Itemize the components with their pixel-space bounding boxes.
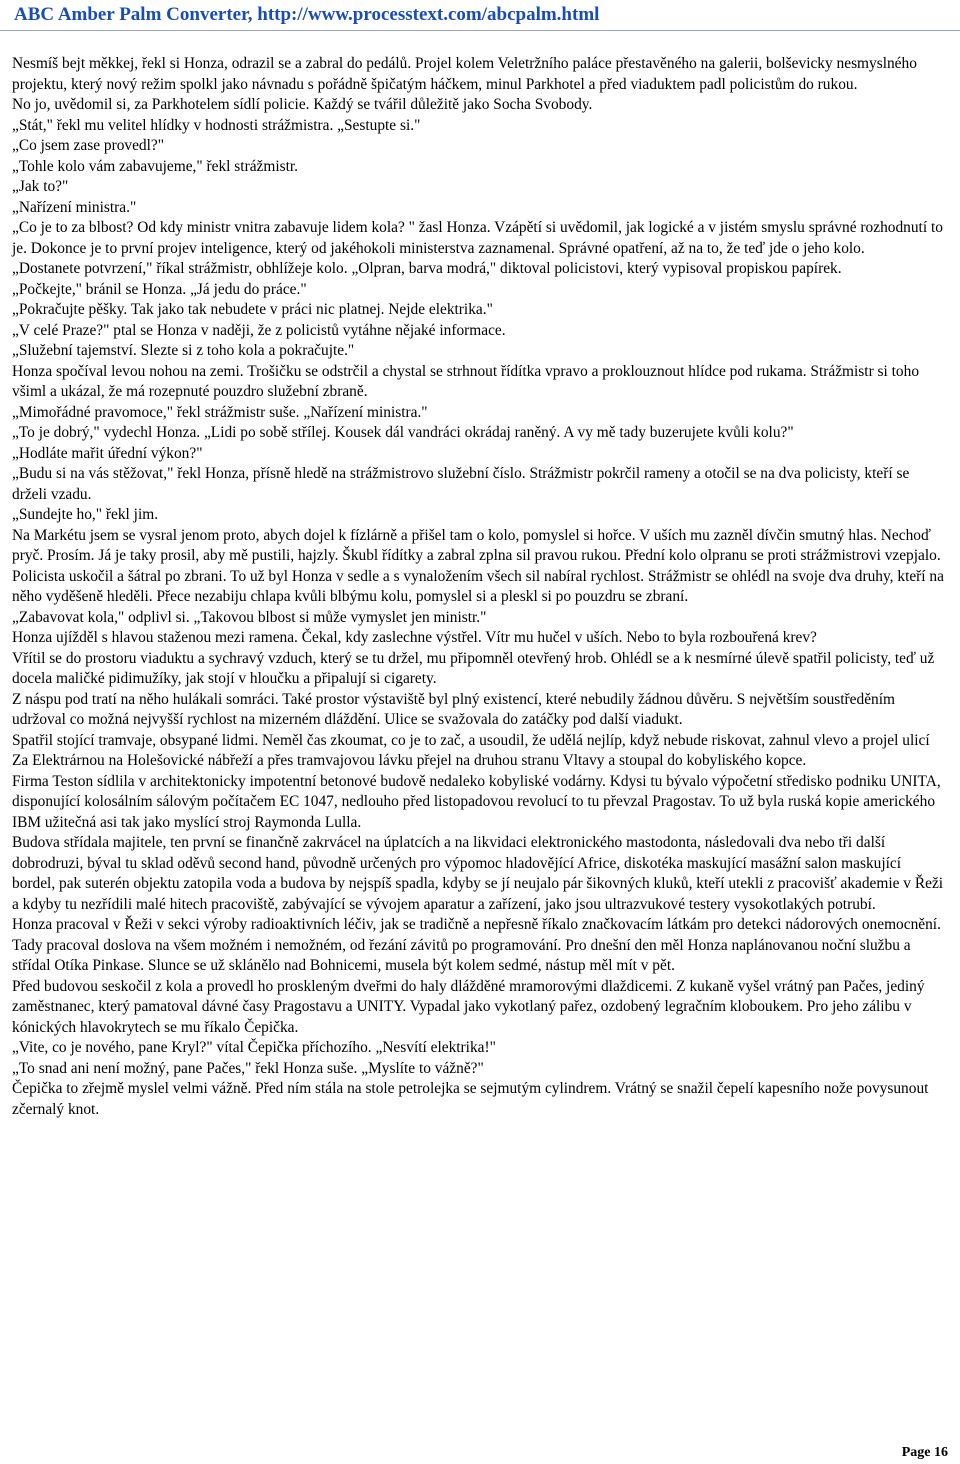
paragraph: „Vite, co je nového, pane Kryl?" vítal Čepička příchozího. „Nesvítí elektrika!" (12, 1039, 496, 1056)
paragraph: No jo, uvědomil si, za Parkhotelem sídlí policie. Každý se tvářil důležitě jako Socha Svobody. (12, 96, 593, 113)
paragraph: „To snad ani není možný, pane Pačes," řekl Honza suše. „Myslíte to vážně?" (12, 1059, 484, 1077)
paragraph: „Hodláte mařit úřední výkon?" (12, 444, 203, 462)
page-number: Page 16 (901, 1445, 948, 1460)
paragraph: „Nařízení ministra." (12, 198, 137, 216)
paragraph: Na Markétu jsem se vysral jenom proto, abych dojel k fízlárně a přišel tam o kolo, pomyslel si hořce. V uších mu zazněl dívčin smutný hlas. Nechoď pryč. Prosím. Já je taky prosil, aby mě pustili, hajzly. Škubl řídítky a zabral zplna sil pravou rukou. Přední kolo olpranu se proti strážmistrovi vzepjalo. Policista uskočil a šátral po zbrani. To už byl Honza v sedle a s vynaložením všech sil nabíral rychlost. Strážmistr se ohlédl na svoje dva druhy, kteří na něho vyděšeně hleděli. Přece nezabiju chlapa kvůli blbýmu kolu, pomyslel si a pleskl si po pouzdru se zbraní. (12, 526, 944, 605)
paragraph: „Jak to?" (12, 178, 69, 195)
paragraph: Honza pracoval v Řeži v sekci výroby radioaktivních léčiv, jak se tradičně a nepřesně říkalo značkovacím látkám pro detekci nádorových onemocnění. Tady pracoval doslova na všem možném i nemožném, od řezání závitů po programování. Pro dnešní den měl Honza naplánovanou noční službu a střídal Otíka Pinkase. Slunce se už sklánělo nad Bohnicemi, musela být kolem sedmé, nástup měl mít v pět. (12, 916, 941, 974)
paragraph: „Dostanete potvrzení," říkal strážmistr, obhlížeje kolo. „Olpran, barva modrá," diktoval policistovi, který vypisoval propiskou papírek. (12, 260, 842, 277)
paragraph: „Budu si na vás stěžovat," řekl Honza, přísně hledě na strážmistrovo služební číslo. Strážmistr pokrčil rameny a otočil se na dva policisty, kteří se drželi vzadu. (12, 465, 910, 503)
paragraph: „Pokračujte pěšky. Tak jako tak nebudete v práci nic platnej. Nejde elektrika." (12, 301, 493, 318)
paragraph: Honza spočíval levou nohou na zemi. Trošičku se odstrčil a chystal se strhnout řídítka vpravo a proklouznout hlídce pod rukama. Strážmistr si toho všiml a ukázal, že má rozepnuté pouzdro služební zbraně. (12, 362, 920, 400)
paragraph: „Co jsem zase provedl?" (12, 137, 165, 154)
paragraph: Budova střídala majitele, ten první se finančně zakrvácel na úplatcích a na likvidaci elektronického mastodonta, následovali dva nebo tři další dobrodruzi, býval tu sklad oděvů second hand, původně určených pro výpomoc hladovějící Africe, diskotéka maskující masážní salon maskující bordel, pak suterén objektu zatopila voda a budova by nejspíš spadla, kdyby se jí neujalo pár šikovných kluků, kteří utekli z pracovišť akademie v Řeži a kdyby tu nezřídili malé hitech pracoviště, zabývající se vývojem aparatur a zařízení, jako jsou ultrazvukové testery vysokotlakých potrubí. (12, 834, 944, 913)
document-body (12, 54, 944, 1120)
paragraph: „Služební tajemství. Slezte si z toho kola a pokračujte." (12, 342, 355, 359)
paragraph: „Sundejte ho," řekl jim. (12, 506, 159, 523)
paragraph: „Mimořádné pravomoce," řekl strážmistr suše. „Nařízení ministra." (12, 403, 428, 421)
paragraph: Honza ujížděl s hlavou staženou mezi ramena. Čekal, kdy zaslechne výstřel. Vítr mu hučel v uších. Nebo to byla rozbouřená krev? (12, 629, 817, 646)
header-divider (0, 30, 960, 31)
paragraph: „Stát," řekl mu velitel hlídky v hodnosti strážmistra. „Sestupte si." (12, 116, 421, 134)
paragraph: „Co je to za blbost? Od kdy ministr vnitra zabavuje lidem kola? " žasl Honza. Vzápětí si uvědomil, jak logické a v jistém smyslu správné rozhodnutí to je. Dokonce je to první projev inteligence, který od jakéhokoli ministerstva zaznamenal. Správné opatření, až na to, že teď jde o jeho kolo. (12, 219, 943, 257)
paragraph: Před budovou seskočil z kola a provedl ho proskleným dveřmi do haly dlážděné mramorovými dlaždicemi. Z kukaně vyšel vrátný pan Pačes, jediný zaměstnanec, který pamatoval dávné časy Pragostavu a UNITY. Vypadal jako vykotlaný pařez, ozdobený legračním kloboukem. Pro jeho zálibu v kónických hlavokrytech se mu říkalo Čepička. (12, 977, 925, 1036)
paragraph: Čepička to zřejmě myslel velmi vážně. Před ním stála na stole petrolejka se sejmutým cylindrem. Vrátný se snažil čepelí kapesního nože povysunout zčernalý knot. (12, 1080, 929, 1118)
paragraph: Firma Teston sídlila v architektonicky impotentní betonové budově nedaleko kobyliské vodárny. Kdysi tu bývalo výpočetní středisko podniku UNITA, disponující kolosálním sálovým počítačem EC 1047, nedlouho před listopadovou revolucí to tu převzal Pragostav. To už byla ruská kopie amerického IBM užitečná asi tak jako myslící stroj Raymonda Lulla. (12, 772, 941, 831)
paragraph: Vřítil se do prostoru viaduktu a sychravý vzduch, který se tu držel, mu připomněl otevřený hrob. Ohlédl se a k nesmírné úlevě spatřil policisty, teď už docela maličké pidimužíky, jak stojí v hloučku a připalují si cigarety. (12, 649, 935, 687)
paragraph: „Zabavovat kola," odplivl si. „Takovou blbost si může vymyslet jen ministr." (12, 608, 487, 626)
paragraph: „Počkejte," bránil se Honza. „Já jedu do práce." (12, 280, 307, 298)
paragraph: „To je dobrý," vydechl Honza. „Lidi po sobě střílej. Kousek dál vandráci okrádaj raněný. A vy mě tady buzerujete kvůli kolu?" (12, 424, 794, 441)
paragraph: Spatřil stojící tramvaje, obsypané lidmi. Neměl čas zkoumat, co je to zač, a usoudil, že udělá nejlíp, když nebude riskovat, zahnul vlevo a projel ulicí Za Elektrárnou na Holešovické nábřeží a přes tramvajovou lávku přejel na druhou stranu Vltavy a stoupal do kobyliského kopce. (12, 731, 930, 769)
document-header-title: ABC Amber Palm Converter, http://www.processtext.com/abcpalm.html (14, 4, 600, 25)
paragraph: „V celé Praze?" ptal se Honza v naději, že z policistů vytáhne nějaké informace. (12, 321, 506, 339)
paragraph: „Tohle kolo vám zabavujeme," řekl strážmistr. (12, 157, 298, 175)
paragraph: Nesmíš bejt měkkej, řekl si Honza, odrazil se a zabral do pedálů. Projel kolem Veletržního paláce přestavěného na galerii, bolševicky nesmyslného projektu, který nový režim spolkl jako návnadu s pořádně špičatým háčkem, minul Parkhotel a před viaduktem padl policistům do rukou. (12, 55, 917, 93)
paragraph: Z náspu pod tratí na něho hulákali somráci. Také prostor výstaviště byl plný existencí, které nebudily žádnou důvěru. S největším soustředěním udržoval co možná nejvyšší rychlost na mizerném dláždění. Ulice se svažovala do zatáčky pod další viadukt. (12, 690, 895, 728)
